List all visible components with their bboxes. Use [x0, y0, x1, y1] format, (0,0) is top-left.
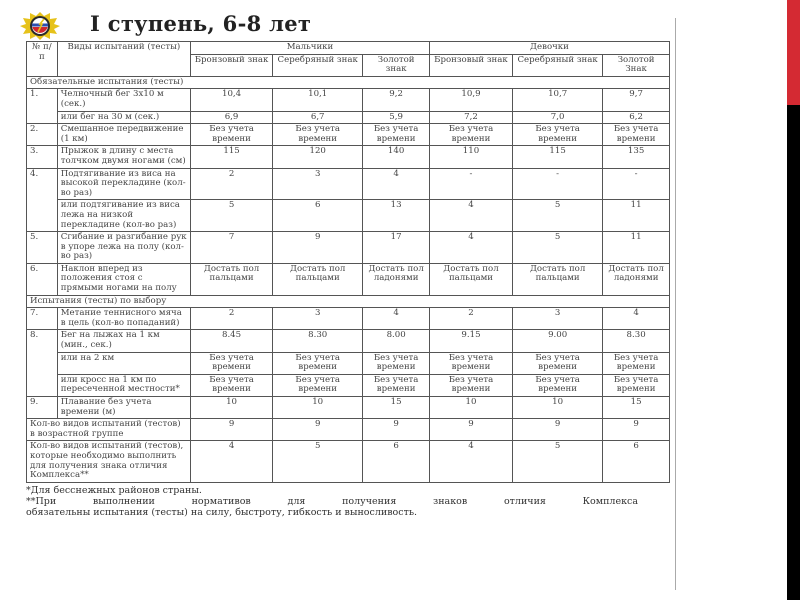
totals-row	[27, 441, 670, 482]
norm-value: 6,2	[603, 111, 670, 124]
norm-value: 10	[273, 397, 363, 419]
table-row	[27, 124, 670, 146]
norm-value: 10	[429, 397, 512, 419]
totals-value: 5	[273, 441, 363, 482]
norm-value: 9	[273, 232, 363, 264]
table-row	[27, 200, 670, 232]
header-boys-silver: Серебряный знак	[273, 54, 363, 76]
norm-value: 6,7	[273, 111, 363, 124]
table-row	[27, 352, 670, 374]
norm-value: Без учета времени	[273, 124, 363, 146]
header-girls-bronze: Бронзовый знак	[429, 54, 512, 76]
norm-value: 2	[191, 168, 273, 200]
section-optional: Испытания (тесты) по выбору	[27, 295, 670, 308]
totals-value: 9	[273, 419, 363, 441]
row-number: 4.	[27, 168, 58, 232]
section-row-mandatory	[27, 76, 670, 89]
table-row	[27, 263, 670, 295]
norm-value: 15	[363, 397, 430, 419]
norm-value: 3	[513, 308, 603, 330]
header-girls-silver: Серебряный знак	[513, 54, 603, 76]
test-name: или на 2 км	[57, 352, 190, 374]
decorative-stripe-red	[787, 0, 800, 105]
norm-value: Без учета времени	[191, 374, 273, 396]
footnote-1: *Для бесснежных районов страны.	[26, 484, 202, 496]
norm-value: 10,9	[429, 89, 512, 111]
totals-value: 9	[363, 419, 430, 441]
test-name: Челночный бег 3х10 м (сек.)	[57, 89, 190, 111]
norm-value: 8.00	[363, 330, 430, 352]
norm-value: 3	[273, 308, 363, 330]
norm-value: 8.30	[273, 330, 363, 352]
norm-value: 115	[513, 146, 603, 168]
test-name: Наклон вперед из положения стоя с прямыми ногами на полу	[57, 263, 190, 295]
test-name: Плавание без учета времени (м)	[57, 397, 190, 419]
norm-value: 115	[191, 146, 273, 168]
norm-value: 9,2	[363, 89, 430, 111]
totals-label: Кол-во видов испытаний (тестов) в возрастной группе	[27, 419, 191, 441]
totals-value: 9	[191, 419, 273, 441]
norm-value: Достать пол пальцами	[429, 263, 512, 295]
section-row-optional	[27, 295, 670, 308]
totals-value: 4	[429, 441, 512, 482]
norm-value: 135	[603, 146, 670, 168]
norm-value: 9,7	[603, 89, 670, 111]
norm-value: 5	[513, 200, 603, 232]
norm-value: 4	[429, 232, 512, 264]
row-number: 1.	[27, 89, 58, 124]
totals-value: 5	[513, 441, 603, 482]
norm-value: 10,4	[191, 89, 273, 111]
norm-value: 120	[273, 146, 363, 168]
section-mandatory: Обязательные испытания (тесты)	[27, 76, 670, 89]
norm-value: 10	[191, 397, 273, 419]
norm-value: Без учета времени	[513, 352, 603, 374]
norm-value: Без учета времени	[603, 352, 670, 374]
norm-value: Достать пол ладонями	[363, 263, 430, 295]
norm-value: Без учета времени	[603, 124, 670, 146]
header-num: № п/п	[27, 42, 58, 77]
norm-value: Достать пол пальцами	[273, 263, 363, 295]
norm-value: Без учета времени	[363, 374, 430, 396]
norm-value: Без учета времени	[191, 124, 273, 146]
norm-value: Достать пол пальцами	[191, 263, 273, 295]
norm-value: 6,9	[191, 111, 273, 124]
norm-value: -	[513, 168, 603, 200]
test-name: Бег на лыжах на 1 км (мин., сек.)	[57, 330, 190, 352]
norm-value: 9.15	[429, 330, 512, 352]
row-number: 9.	[27, 397, 58, 419]
norm-value: Достать пол пальцами	[513, 263, 603, 295]
norm-value: 5,9	[363, 111, 430, 124]
norm-value: 4	[429, 200, 512, 232]
norm-value: Без учета времени	[363, 352, 430, 374]
row-number: 2.	[27, 124, 58, 146]
header-test: Виды испытаний (тесты)	[57, 42, 190, 77]
totals-value: 6	[363, 441, 430, 482]
test-name: Метание теннисного мяча в цель (кол-во попаданий)	[57, 308, 190, 330]
norm-value: 13	[363, 200, 430, 232]
decorative-stripe-black	[787, 105, 800, 600]
totals-value: 9	[513, 419, 603, 441]
norm-value: Без учета времени	[603, 374, 670, 396]
norm-value: 4	[363, 308, 430, 330]
totals-label: Кол-во видов испытаний (тестов), которые необходимо выполнить для получения знака отличия Комплекса**	[27, 441, 191, 482]
test-name: Прыжок в длину с места толчком двумя ногами (см)	[57, 146, 190, 168]
test-name: Подтягивание из виса на высокой перекладине (кол-во раз)	[57, 168, 190, 200]
test-name: или бег на 30 м (сек.)	[57, 111, 190, 124]
row-number: 5.	[27, 232, 58, 264]
footnote-2-line-1: **При выполнении нормативов для получения знаков отличия Комплекса	[26, 495, 638, 507]
norm-value: Без учета времени	[513, 374, 603, 396]
norm-value: 4	[363, 168, 430, 200]
norm-value: Без учета времени	[273, 374, 363, 396]
norm-value: 9.00	[513, 330, 603, 352]
totals-value: 6	[603, 441, 670, 482]
page-edge-divider	[675, 18, 676, 590]
norm-value: 7,2	[429, 111, 512, 124]
header-boys-gold: Золотой знак	[363, 54, 430, 76]
norm-value: 11	[603, 200, 670, 232]
totals-row	[27, 419, 670, 441]
norm-value: Без учета времени	[191, 352, 273, 374]
norm-value: 140	[363, 146, 430, 168]
norm-value: Достать пол ладонями	[603, 263, 670, 295]
footnote-2-line-2: обязательны испытания (тесты) на силу, быстроту, гибкость и выносливость.	[26, 506, 418, 518]
norm-value: 7,0	[513, 111, 603, 124]
header-row	[27, 42, 670, 55]
norm-value: 3	[273, 168, 363, 200]
header-boys-bronze: Бронзовый знак	[191, 54, 273, 76]
norm-value: 5	[513, 232, 603, 264]
table-row	[27, 374, 670, 396]
totals-value: 4	[191, 441, 273, 482]
table-row	[27, 397, 670, 419]
norm-value: 11	[603, 232, 670, 264]
row-number: 6.	[27, 263, 58, 295]
norm-value: 8.45	[191, 330, 273, 352]
header-girls-gold: Золотой Знак	[603, 54, 670, 76]
row-number: 3.	[27, 146, 58, 168]
table-row	[27, 168, 670, 200]
norm-value: 15	[603, 397, 670, 419]
test-name: или подтягивание из виса лежа на низкой перекладине (кол-во раз)	[57, 200, 190, 232]
norm-value: 10,1	[273, 89, 363, 111]
table-row	[27, 89, 670, 111]
table-row	[27, 232, 670, 264]
norm-value: Без учета времени	[429, 352, 512, 374]
norm-value: Без учета времени	[429, 124, 512, 146]
norm-value: 17	[363, 232, 430, 264]
table-row	[27, 308, 670, 330]
totals-value: 9	[603, 419, 670, 441]
norm-value: Без учета времени	[429, 374, 512, 396]
norm-value: Без учета времени	[513, 124, 603, 146]
norm-value: 7	[191, 232, 273, 264]
norm-value: 8.30	[603, 330, 670, 352]
footnotes	[26, 485, 638, 526]
norm-value: 2	[429, 308, 512, 330]
test-name: Сгибание и разгибание рук в упоре лежа на полу (кол-во раз)	[57, 232, 190, 264]
page-title: I ступень, 6-8 лет	[90, 11, 312, 36]
norm-value: -	[429, 168, 512, 200]
header-boys: Мальчики	[191, 42, 430, 55]
norm-value: 5	[191, 200, 273, 232]
norm-value: 10	[513, 397, 603, 419]
table-row	[27, 146, 670, 168]
norm-value: 2	[191, 308, 273, 330]
row-number: 7.	[27, 308, 58, 330]
row-number: 8.	[27, 330, 58, 397]
test-name: Смешанное передвижение (1 км)	[57, 124, 190, 146]
header-girls: Девочки	[429, 42, 669, 55]
norm-value: -	[603, 168, 670, 200]
norm-value: Без учета времени	[273, 352, 363, 374]
test-name: или кросс на 1 км по пересеченной местности*	[57, 374, 190, 396]
table-row	[27, 111, 670, 124]
norm-value: 110	[429, 146, 512, 168]
totals-value: 9	[429, 419, 512, 441]
norm-value: Без учета времени	[363, 124, 430, 146]
table-row	[27, 330, 670, 352]
norm-value: 6	[273, 200, 363, 232]
norms-table	[26, 41, 670, 483]
norm-value: 4	[603, 308, 670, 330]
norm-value: 10,7	[513, 89, 603, 111]
